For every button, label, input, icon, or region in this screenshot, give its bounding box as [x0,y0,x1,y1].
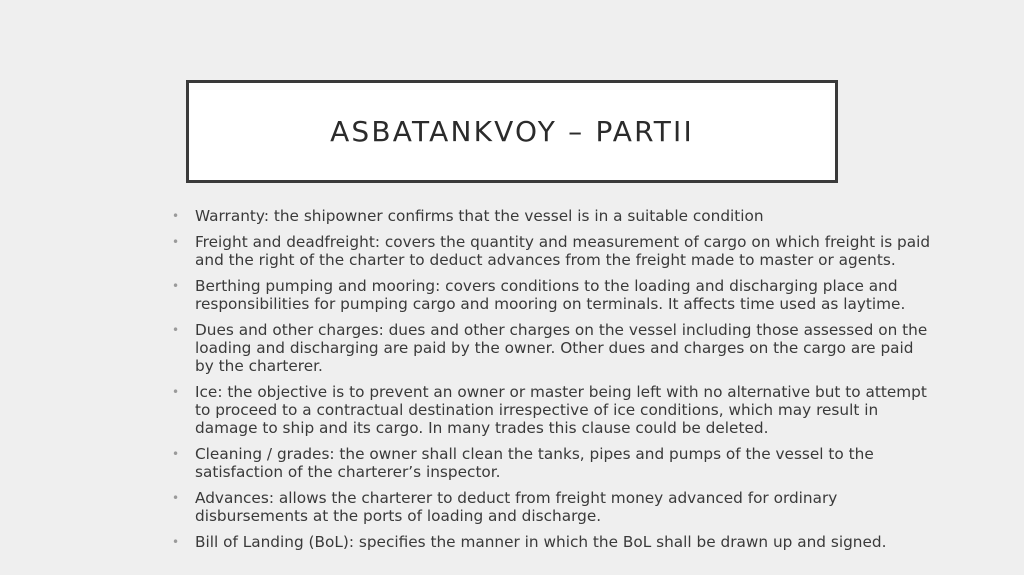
bullet-item-dues [172,321,932,375]
bullet-item-warranty [172,207,932,225]
bullet-text: Dues and other charges: dues and other charges on the vessel including those assessed on the loading and discharging are paid by the owner. Other dues and charges on the cargo are paid by the charterer. [195,321,928,375]
bullet-item-freight [172,233,932,269]
bullet-icon: • [172,235,180,249]
bullet-text: Warranty: the shipowner confirms that the vessel is in a suitable condition [195,207,764,225]
bullet-icon: • [172,279,180,293]
bullet-item-cleaning [172,445,932,481]
bullet-text: Advances: allows the charterer to deduct from freight money advanced for ordinary disbursements at the ports of loading and discharge. [195,489,838,525]
bullet-text: Cleaning / grades: the owner shall clean the tanks, pipes and pumps of the vessel to the satisfaction of the charterer’s inspector. [195,445,874,481]
bullet-text: Bill of Landing (BoL): specifies the manner in which the BoL shall be drawn up and signed. [195,533,887,551]
bullet-icon: • [172,209,180,223]
bullet-list [172,207,932,559]
bullet-icon: • [172,385,180,399]
bullet-text: Berthing pumping and mooring: covers conditions to the loading and discharging place and responsibilities for pumping cargo and mooring on terminals. It affects time used as laytime. [195,277,906,313]
slide-title: ASBATANKVOY – PARTII [330,115,694,148]
bullet-item-ice [172,383,932,437]
bullet-icon: • [172,535,180,549]
bullet-text: Ice: the objective is to prevent an owner or master being left with no alternative but to attempt to proceed to a contractual destination irrespective of ice conditions, which may result in damage to ship and its cargo. In many trades this clause could be deleted. [195,383,927,437]
title-box [186,80,838,183]
bullet-item-advances [172,489,932,525]
bullet-icon: • [172,323,180,337]
bullet-text: Freight and deadfreight: covers the quantity and measurement of cargo on which freight is paid and the right of the charter to deduct advances from the freight made to master or agents. [195,233,931,269]
bullet-icon: • [172,447,180,461]
bullet-item-bill-of-landing [172,533,932,551]
bullet-item-berthing [172,277,932,313]
bullet-icon: • [172,491,180,505]
